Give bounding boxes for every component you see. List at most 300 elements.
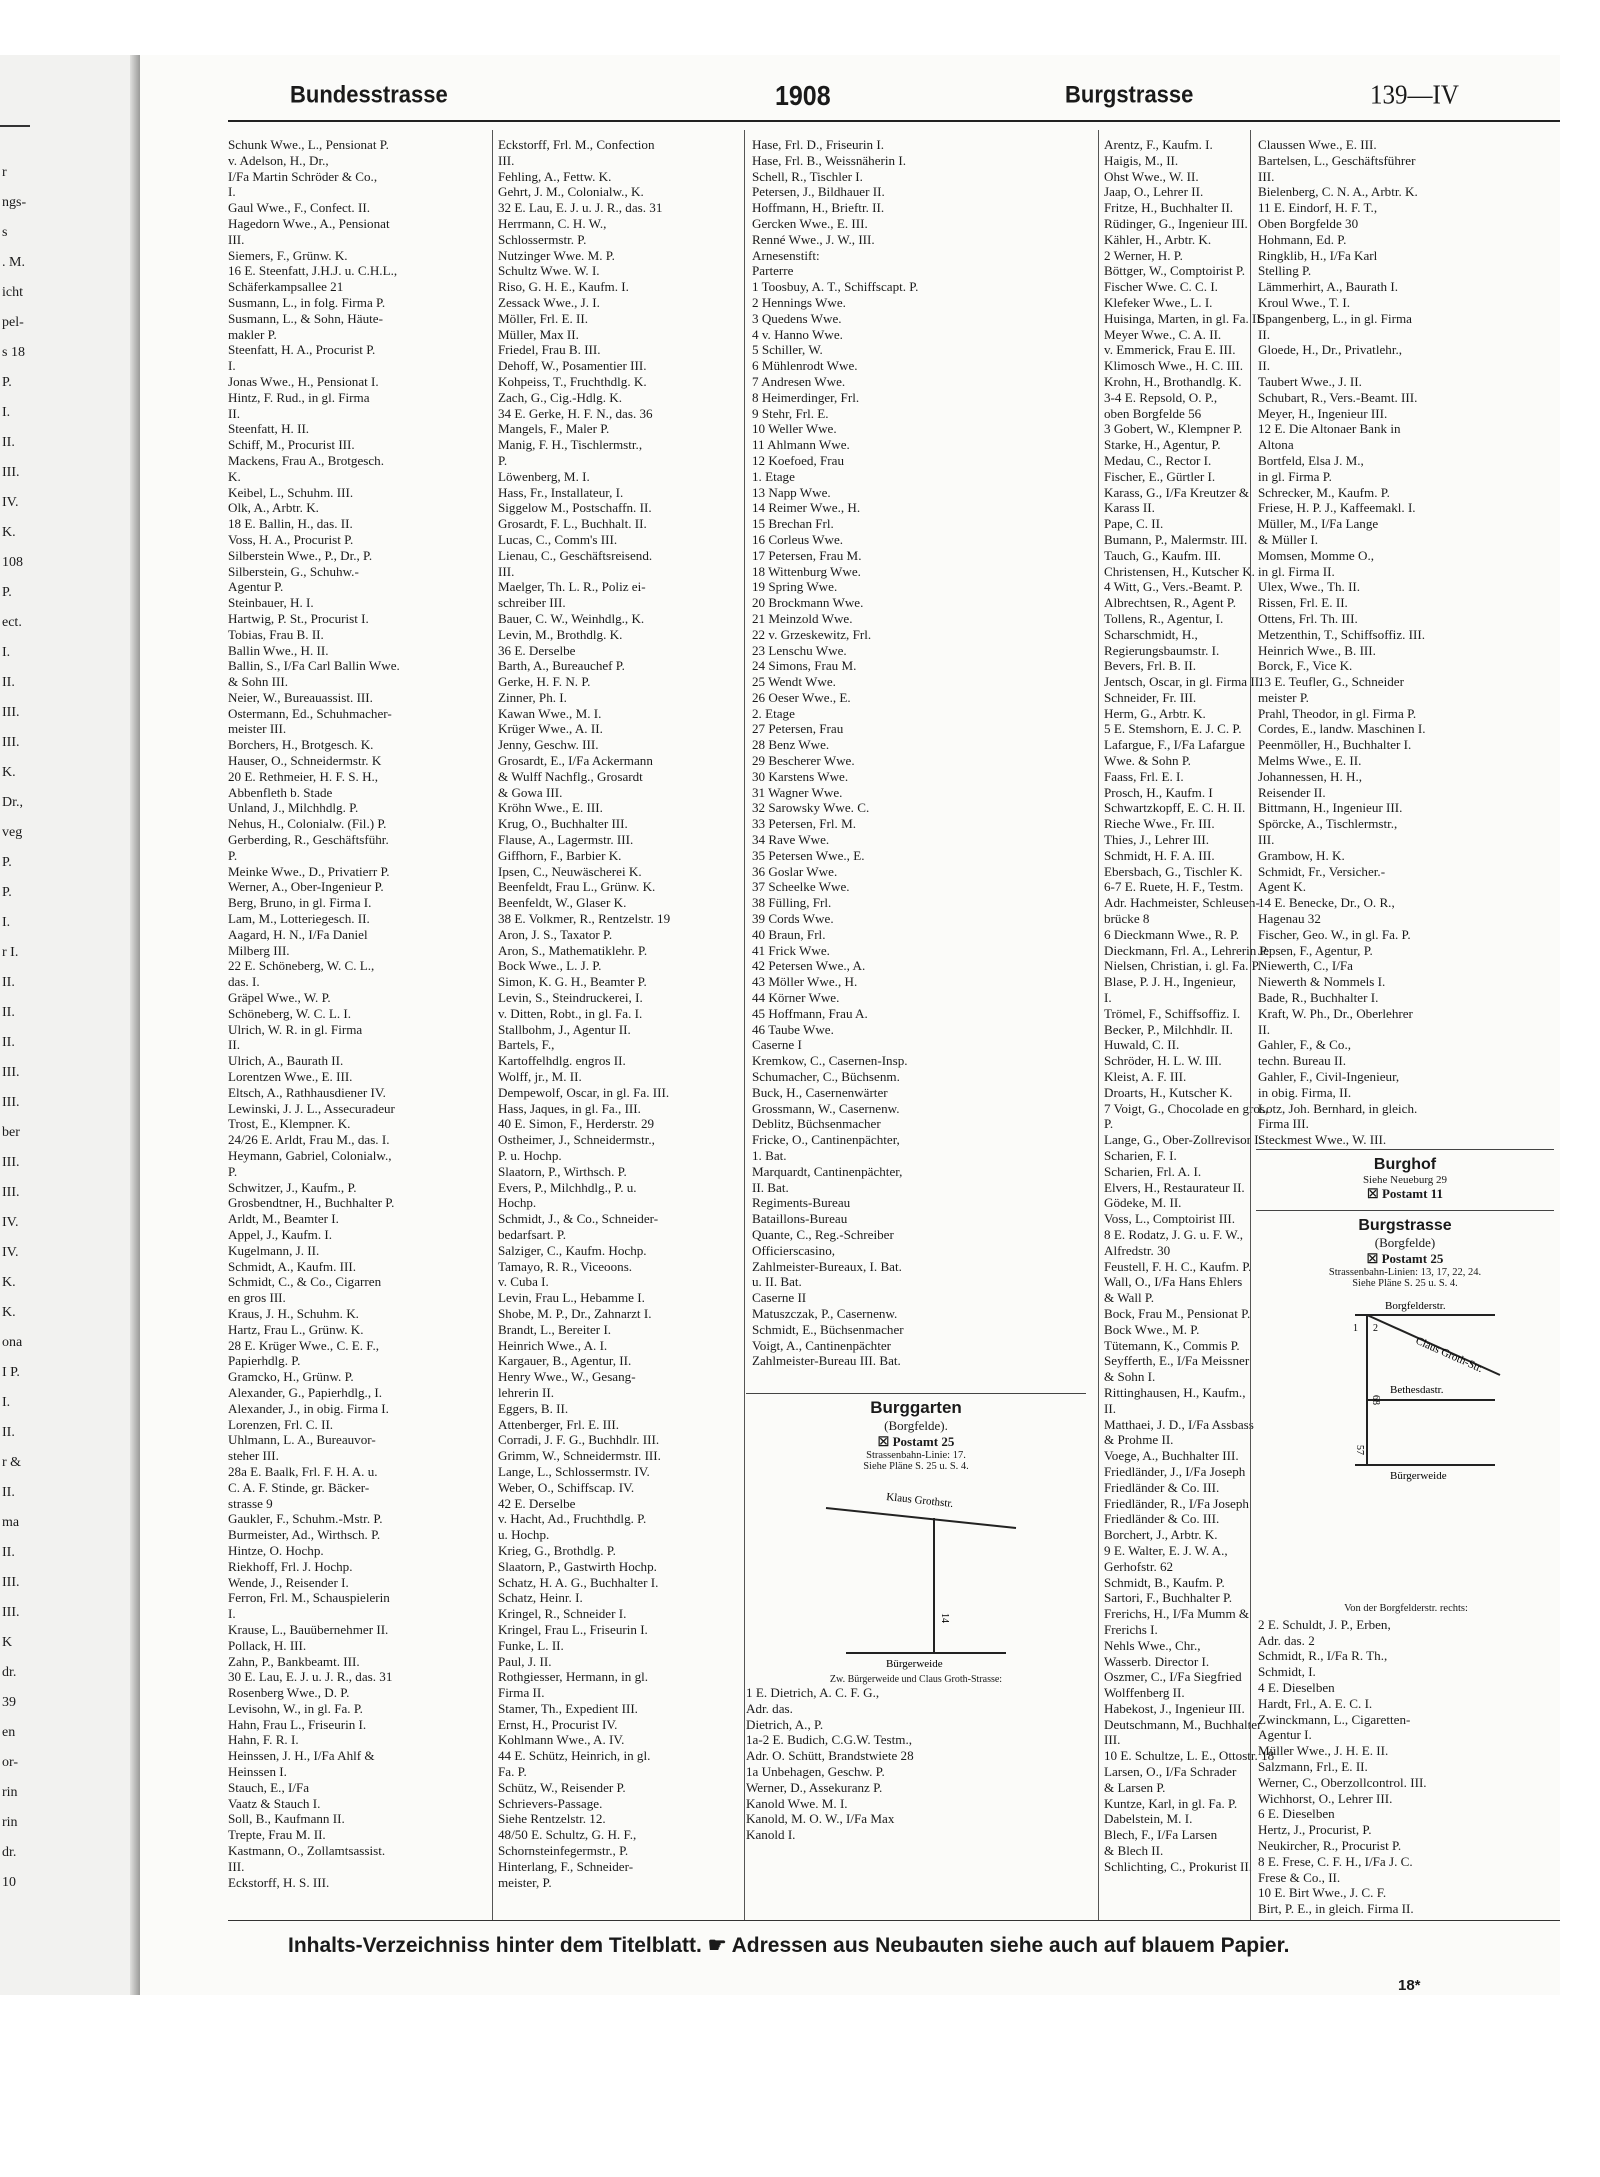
directory-entry: Huwald, C. II. bbox=[1104, 1037, 1180, 1053]
margin-fragment: P. bbox=[2, 885, 12, 900]
margin-fragment: 10 bbox=[2, 1875, 16, 1890]
directory-entry: & Müller I. bbox=[1258, 531, 1319, 547]
directory-entry: Stelling P. bbox=[1258, 263, 1312, 279]
directory-entry: Hartz, Frau L., Grünw. K. bbox=[228, 1321, 364, 1337]
directory-entry: Werner, A., Ober-Ingenieur P. bbox=[228, 879, 384, 895]
directory-entry: Trepte, Frau M. II. bbox=[228, 1827, 326, 1843]
directory-entry: Schöneberg, W. C. L. I. bbox=[228, 1005, 352, 1021]
directory-entry: 36 E. Derselbe bbox=[498, 642, 576, 658]
directory-entry: v. Emmerick, Frau E. III. bbox=[1104, 342, 1236, 358]
directory-entry: Matuszczak, P., Casernenw. bbox=[752, 1305, 898, 1321]
map-label-14: 14 bbox=[939, 1613, 950, 1623]
map-number: 1 bbox=[1353, 1323, 1358, 1334]
directory-entry: v. Cuba I. bbox=[498, 1274, 549, 1290]
directory-entry: Gramcko, H., Grünw. P. bbox=[228, 1369, 354, 1385]
directory-entry: 19 Spring Wwe. bbox=[752, 579, 838, 595]
postamt-label: Postamt 25 bbox=[1381, 1251, 1444, 1266]
burgstrasse-subtitle: (Borgfelde) bbox=[1374, 1235, 1436, 1250]
directory-entry: Tamayo, R. R., Viceoons. bbox=[498, 1258, 633, 1274]
directory-entry: u. Hochp. bbox=[498, 1527, 550, 1543]
directory-entry: 3-4 E. Repsold, O. P., bbox=[1104, 389, 1218, 405]
section-rule bbox=[1256, 1210, 1554, 1211]
directory-entry: Tütemann, K., Commis P. bbox=[1104, 1337, 1240, 1353]
directory-entry: Gaul Wwe., F., Confect. II. bbox=[228, 200, 370, 216]
directory-entry: III. bbox=[1104, 1732, 1121, 1748]
directory-entry: Schell, R., Tischler I. bbox=[752, 168, 863, 184]
directory-entry: Kraus, J. H., Schuhm. K. bbox=[228, 1305, 359, 1321]
directory-entry: 4 E. Dieselben bbox=[1258, 1679, 1335, 1695]
directory-entry: Siemers, F., Grünw. K. bbox=[228, 247, 348, 263]
directory-entry: Silberstein Wwe., P., Dr., P. bbox=[228, 547, 373, 563]
directory-entry: Metzenthin, T., Schiffsoffiz. III. bbox=[1258, 626, 1426, 642]
directory-entry: Schultz Wwe. W. I. bbox=[498, 263, 600, 279]
footer-rule bbox=[228, 1920, 1560, 1921]
directory-entry: Huisinga, Marten, in gl. Fa. II. bbox=[1104, 310, 1265, 326]
directory-entry: Ringklib, H., I/Fa Karl bbox=[1258, 247, 1378, 263]
directory-entry: Sartori, F., Buchhalter P. bbox=[1104, 1590, 1233, 1606]
directory-entry: Müller, Max II. bbox=[498, 326, 579, 342]
directory-entry: Salzmann, Frl., E. II. bbox=[1258, 1758, 1368, 1774]
directory-entry: Tauch, G., Kaufm. III. bbox=[1104, 547, 1221, 563]
directory-entry: Schmidt, B., Kaufm. P. bbox=[1104, 1574, 1225, 1590]
directory-entry: 2. Etage bbox=[752, 705, 795, 721]
directory-entry: Tollens, R., Agentur, I. bbox=[1104, 610, 1224, 626]
directory-entry: 38 E. Volkmer, R., Rentzelstr. 19 bbox=[498, 911, 671, 927]
margin-fragment: IV. bbox=[2, 495, 19, 510]
directory-entry: Grosbendtner, H., Buchhalter P. bbox=[228, 1195, 395, 1211]
directory-entry: Olk, A., Arbtr. K. bbox=[228, 500, 319, 516]
margin-fragment: r & bbox=[2, 1455, 22, 1470]
directory-entry: Hahn, F. R. I. bbox=[228, 1732, 299, 1748]
directory-entry: Hartwig, P. St., Procurist I. bbox=[228, 610, 369, 626]
directory-entry: 12 E. Die Altonaer Bank in bbox=[1258, 421, 1401, 437]
page-number: 18* bbox=[1398, 1977, 1421, 1994]
directory-entry: Gehrt, J. M., Colonialw., K. bbox=[498, 184, 644, 200]
directory-entry: 28 E. Krüger Wwe., C. E. F., bbox=[228, 1337, 380, 1353]
directory-entry: Droarts, H., Kutscher K. bbox=[1104, 1084, 1233, 1100]
directory-entry: 11 E. Eindorf, H. F. T., bbox=[1258, 200, 1378, 216]
directory-entry: bedarfsart. P. bbox=[498, 1226, 566, 1242]
directory-entry: v. Adelson, H., Dr., bbox=[228, 152, 329, 168]
directory-entry: Zach, G., Cig.-Hdlg. K. bbox=[498, 389, 623, 405]
directory-entry: Aagard, H. N., I/Fa Daniel bbox=[228, 926, 368, 942]
directory-entry: Riekhoff, Frl. J. Hochp. bbox=[228, 1558, 353, 1574]
directory-entry: Schatz, H. A. G., Buchhalter I. bbox=[498, 1574, 659, 1590]
directory-entry: Zahlmeister-Bureau III. Bat. bbox=[752, 1353, 901, 1369]
map-label-borgfelder: Borgfelderstr. bbox=[1385, 1300, 1446, 1312]
directory-entry: Petersen, J., Bildhauer II. bbox=[752, 184, 885, 200]
margin-fragment: 39 bbox=[2, 1695, 16, 1710]
directory-entry: Schmidt, Fr., Versicher.- bbox=[1258, 863, 1386, 879]
directory-entry: Schatz, Heinr. I. bbox=[498, 1590, 583, 1606]
directory-entry: Schmidt, J., & Co., Schneider- bbox=[498, 1211, 659, 1227]
directory-entry: 7 Andresen Wwe. bbox=[752, 373, 846, 389]
directory-entry: Flause, A., Lagermstr. III. bbox=[498, 832, 634, 848]
directory-entry: Bevers, Frl. B. II. bbox=[1104, 658, 1197, 674]
directory-entry: II. bbox=[1258, 1021, 1270, 1037]
directory-entry: 42 E. Derselbe bbox=[498, 1495, 576, 1511]
margin-fragment: dr. bbox=[2, 1665, 17, 1680]
directory-entry: Starke, H., Agentur, P. bbox=[1104, 437, 1221, 453]
directory-entry: 37 Scheelke Wwe. bbox=[752, 879, 850, 895]
directory-entry: v. Hacht, Ad., Fruchthdlg. P. bbox=[498, 1511, 647, 1527]
directory-entry: makler P. bbox=[228, 326, 277, 342]
directory-entry: III. bbox=[498, 152, 515, 168]
directory-entry: Rissen, Frl. E. II. bbox=[1258, 595, 1348, 611]
burgstrasse-plaene: Siehe Pläne S. 25 u. S. 4. bbox=[1352, 1278, 1458, 1289]
directory-entry: Steenfatt, H. II. bbox=[228, 421, 310, 437]
directory-entry: Ottens, Frl. Th. III. bbox=[1258, 610, 1358, 626]
directory-entry: Kugelmann, J. II. bbox=[228, 1242, 320, 1258]
directory-entry: Bock Wwe., M. P. bbox=[1104, 1321, 1200, 1337]
directory-entry: Krohn, H., Brothandlg. K. bbox=[1104, 373, 1242, 389]
margin-fragment: 108 bbox=[2, 555, 23, 570]
column-divider bbox=[1098, 130, 1099, 1920]
directory-entry: Ballin, S., I/Fa Carl Ballin Wwe. bbox=[228, 658, 400, 674]
directory-column-3 bbox=[752, 137, 1097, 1387]
margin-fragment: K bbox=[2, 1635, 13, 1650]
directory-entry: Neier, W., Bureauassist. III. bbox=[228, 689, 373, 705]
directory-entry: Prahl, Theodor, in gl. Firma P. bbox=[1258, 705, 1417, 721]
margin-fragment: II. bbox=[2, 1545, 15, 1560]
directory-entry: Lämmerhirt, A., Baurath I. bbox=[1258, 279, 1398, 295]
directory-entry: 40 Braun, Frl. bbox=[752, 926, 826, 942]
directory-entry: Bock, Frau M., Pensionat P. bbox=[1104, 1305, 1251, 1321]
directory-entry: Riso, G. H. E., Kaufm. I. bbox=[498, 279, 629, 295]
directory-entry: 27 Petersen, Frau bbox=[752, 721, 844, 737]
directory-entry: Ipsen, C., Neuwäscherei K. bbox=[498, 863, 642, 879]
directory-entry: Niewerth & Nommels I. bbox=[1258, 974, 1386, 990]
directory-entry: Prosch, H., Kaufm. I bbox=[1104, 784, 1213, 800]
directory-entry: Thies, J., Lehrer III. bbox=[1104, 832, 1210, 848]
directory-entry: 39 Cords Wwe. bbox=[752, 911, 834, 927]
margin-fragment: dr. bbox=[2, 1845, 17, 1860]
directory-entry: Ferron, Frl. M., Schauspielerin bbox=[228, 1590, 390, 1606]
margin-fragment: I P. bbox=[2, 1365, 20, 1380]
directory-entry: Tobias, Frau B. II. bbox=[228, 626, 324, 642]
directory-entry: Klimosch Wwe., H. C. III. bbox=[1104, 358, 1244, 374]
directory-entry: 11 Ahlmann Wwe. bbox=[752, 437, 850, 453]
margin-fragment: K. bbox=[2, 765, 16, 780]
directory-entry: Hintz, F. Rud., in gl. Firma bbox=[228, 389, 370, 405]
directory-entry: Bock Wwe., L. J. P. bbox=[498, 958, 602, 974]
directory-entry: Kringel, Frau L., Friseurin I. bbox=[498, 1621, 648, 1637]
directory-entry: Voigt, A., Cantinenpächter bbox=[752, 1337, 892, 1353]
directory-entry: Werner, D., Assekuranz P. bbox=[746, 1779, 883, 1795]
directory-entry: Schmidt, A., Kaufm. III. bbox=[228, 1258, 357, 1274]
directory-entry: I. bbox=[228, 184, 236, 200]
directory-entry: Krieg, G., Brothdlg. P. bbox=[498, 1542, 616, 1558]
directory-entry: Spangenberg, L., in gl. Firma bbox=[1258, 310, 1412, 326]
directory-entry: Werner, C., Oberzollcontrol. III. bbox=[1258, 1774, 1427, 1790]
directory-entry: 36 Goslar Wwe. bbox=[752, 863, 838, 879]
directory-entry: III. bbox=[1258, 168, 1275, 184]
directory-entry: II. bbox=[228, 405, 240, 421]
directory-entry: Steenfatt, H. A., Procurist P. bbox=[228, 342, 376, 358]
directory-entry: Trost, E., Klempner. K. bbox=[228, 1116, 351, 1132]
directory-entry: Kähler, H., Arbtr. K. bbox=[1104, 231, 1212, 247]
burggarten-street-map bbox=[806, 1478, 1026, 1668]
directory-entry: Gräpel Wwe., W. P. bbox=[228, 990, 331, 1006]
directory-entry: Arldt, M., Beamter I. bbox=[228, 1211, 339, 1227]
burgstrasse-postamt: ☒ Postamt 25 bbox=[1366, 1251, 1444, 1266]
directory-entry: 20 Brockmann Wwe. bbox=[752, 595, 864, 611]
directory-entry: Steckmest Wwe., W. III. bbox=[1258, 1132, 1387, 1148]
directory-entry: in gl. Firma II. bbox=[1258, 563, 1335, 579]
directory-entry: 1a-2 E. Budich, C.G.W. Testm., bbox=[746, 1732, 913, 1748]
directory-entry: Gahler, F., & Co., bbox=[1258, 1037, 1351, 1053]
directory-entry: Hagedorn Wwe., A., Pensionat bbox=[228, 215, 390, 231]
directory-entry: Heinrich Wwe., A. I. bbox=[498, 1337, 608, 1353]
directory-entry: Agent K. bbox=[1258, 879, 1307, 895]
directory-entry: Officierscasino, bbox=[752, 1242, 836, 1258]
directory-entry: Susmann, L., & Sohn, Häute- bbox=[228, 310, 383, 326]
directory-entry: 32 E. Lau, E. J. u. J. R., das. 31 bbox=[498, 200, 663, 216]
directory-entry: 15 Brechan Frl. bbox=[752, 516, 834, 532]
header-page-number: 139—IV bbox=[1370, 80, 1459, 111]
footer-notice: Inhalts-Verzeichniss hinter dem Titelblatt. ☛ Adressen aus Neubauten siehe auch auf blauem Papier. bbox=[288, 1934, 1290, 1957]
directory-entry: Meinke Wwe., D., Privatierr P. bbox=[228, 863, 390, 879]
margin-fragment: ona bbox=[2, 1335, 23, 1350]
directory-entry: Ostheimer, J., Schneidermstr., bbox=[498, 1132, 655, 1148]
directory-entry: K. bbox=[228, 468, 241, 484]
directory-entry: I. bbox=[1104, 990, 1112, 1006]
directory-entry: 6 Dieckmann Wwe., R. P. bbox=[1104, 926, 1240, 942]
directory-entry: Karass II. bbox=[1104, 500, 1155, 516]
margin-fragment: II. bbox=[2, 1425, 15, 1440]
directory-entry: 4 v. Hanno Wwe. bbox=[752, 326, 843, 342]
directory-entry: Mackens, Frau A., Brotgesch. bbox=[228, 452, 385, 468]
directory-entry: I/Fa Martin Schröder & Co., bbox=[228, 168, 378, 184]
directory-entry: III. bbox=[498, 563, 515, 579]
margin-fragment: rin bbox=[2, 1785, 18, 1800]
directory-entry: Momsen, Momme O., bbox=[1258, 547, 1375, 563]
directory-entry: Quante, C., Reg.-Schreiber bbox=[752, 1226, 894, 1242]
margin-fragment: ect. bbox=[2, 615, 22, 630]
directory-entry: Adr. das. 2 bbox=[1258, 1632, 1315, 1648]
directory-entry: Milberg III. bbox=[228, 942, 290, 958]
margin-fragment: III. bbox=[2, 1605, 20, 1620]
margin-fragment: K. bbox=[2, 1305, 16, 1320]
directory-entry: Vaatz & Stauch I. bbox=[228, 1795, 321, 1811]
directory-entry: Dietrich, A., P. bbox=[746, 1716, 824, 1732]
burgstrasse-entries bbox=[1258, 1601, 1554, 1916]
directory-entry: Henry Wwe., W., Gesang- bbox=[498, 1369, 636, 1385]
directory-entry: Stauch, E., I/Fa bbox=[228, 1779, 310, 1795]
directory-entry: Faass, Frl. E. I. bbox=[1104, 768, 1184, 784]
directory-entry: 29 Bescherer Wwe. bbox=[752, 753, 855, 769]
directory-entry: Wolffenberg II. bbox=[1104, 1685, 1185, 1701]
margin-fragment: III. bbox=[2, 1095, 20, 1110]
directory-entry: lehrerin II. bbox=[498, 1384, 554, 1400]
directory-entry: P. u. Hochp. bbox=[498, 1148, 562, 1163]
margin-fragment: I. bbox=[2, 1395, 11, 1410]
directory-entry: Möller, Frl. E. II. bbox=[498, 310, 589, 326]
directory-column-2 bbox=[498, 137, 743, 1917]
margin-fragment: III. bbox=[2, 1155, 20, 1170]
directory-entry: Dempewolf, Oscar, in gl. Fa. III. bbox=[498, 1084, 670, 1100]
directory-entry: Grossmann, W., Casernenw. bbox=[752, 1100, 900, 1116]
directory-entry: 46 Taube Wwe. bbox=[752, 1021, 834, 1037]
directory-entry: Siggelow M., Postschaffn. II. bbox=[498, 500, 652, 516]
directory-entry: Seyfferth, E., I/Fa Meissner bbox=[1104, 1353, 1250, 1369]
directory-entry: Wichhorst, O., Lehrer III. bbox=[1258, 1790, 1393, 1806]
directory-entry: P. bbox=[228, 847, 238, 863]
directory-entry: Schmidt, H. F. A. III. bbox=[1104, 847, 1215, 863]
directory-entry: 28 Benz Wwe. bbox=[752, 737, 830, 753]
directory-entry: Weber, O., Schiffscap. IV. bbox=[498, 1479, 635, 1495]
directory-entry: Frerichs, H., I/Fa Mumm & bbox=[1104, 1606, 1250, 1622]
margin-fragment: II. bbox=[2, 1005, 15, 1020]
directory-entry: Habekost, J., Ingenieur III. bbox=[1104, 1700, 1245, 1716]
directory-entry: Fischer, Geo. W., in gl. Fa. P. bbox=[1258, 926, 1411, 942]
directory-entry: & Sohn I. bbox=[1104, 1369, 1156, 1385]
directory-entry: Borchers, H., Brotgesch. K. bbox=[228, 737, 374, 753]
directory-entry: Regierungsbaumstr. I. bbox=[1104, 642, 1220, 658]
directory-entry: Eggers, B. II. bbox=[498, 1400, 569, 1416]
directory-entry: Hohmann, Ed. P. bbox=[1258, 231, 1347, 247]
margin-fragment: I. bbox=[2, 405, 11, 420]
directory-entry: 3 Quedens Wwe. bbox=[752, 310, 842, 326]
burgstrasse-strassenbahn: Strassenbahn-Linien: 13, 17, 22, 24. bbox=[1328, 1267, 1482, 1278]
directory-entry: Dabelstein, M. I. bbox=[1104, 1811, 1193, 1827]
directory-entry: Adr. O. Schütt, Brandstwiete 28 bbox=[746, 1748, 914, 1764]
directory-entry: Borck, F., Vice K. bbox=[1258, 658, 1353, 674]
directory-entry: Blech, F., I/Fa Larsen bbox=[1104, 1827, 1218, 1843]
directory-entry: Friedländer, J., I/Fa Joseph bbox=[1104, 1463, 1246, 1479]
burghof-section bbox=[1256, 1149, 1554, 1589]
directory-entry: Schlichting, C., Prokurist II. bbox=[1104, 1858, 1253, 1874]
directory-entry: Buck, H., Casernenwärter bbox=[752, 1084, 888, 1100]
map-label-bethesda: Bethesdastr. bbox=[1390, 1384, 1444, 1396]
page-margin bbox=[1560, 55, 1600, 1995]
directory-entry: III. bbox=[228, 1858, 245, 1874]
directory-entry: Jepsen, F., Agentur, P. bbox=[1258, 942, 1373, 958]
directory-entry: Larsen, O., I/Fa Schrader bbox=[1104, 1764, 1237, 1780]
directory-entry: Lewinski, J. J. L., Assecuradeur bbox=[228, 1100, 395, 1116]
directory-entry: Friese, H. P. J., Kaffeemakl. I. bbox=[1258, 500, 1416, 516]
directory-entry: Alexander, J., in obig. Firma I. bbox=[228, 1400, 389, 1416]
directory-entry: Gaukler, F., Schuhm.-Mstr. P. bbox=[228, 1511, 383, 1527]
directory-entry: 41 Frick Wwe. bbox=[752, 942, 830, 958]
margin-fragment: IV. bbox=[2, 1245, 19, 1260]
directory-entry: Kastmann, O., Zollamtsassist. bbox=[228, 1843, 386, 1859]
directory-entry: Attenberger, Frl. E. III. bbox=[498, 1416, 620, 1432]
directory-entry: Levisohn, W., in gl. Fa. P. bbox=[228, 1700, 363, 1716]
directory-entry: Wende, J., Reisender I. bbox=[228, 1574, 349, 1590]
directory-entry: & Gowa III. bbox=[498, 784, 563, 800]
directory-entry: 1. Bat. bbox=[752, 1148, 787, 1163]
directory-entry: Voege, A., Buchhalter III. bbox=[1104, 1448, 1239, 1464]
directory-entry: I. bbox=[228, 358, 236, 374]
directory-entry: Lam, M., Lotteriegesch. II. bbox=[228, 911, 370, 927]
margin-fragment: pel- bbox=[2, 315, 24, 330]
directory-entry: Unland, J., Milchhdlg. P. bbox=[228, 800, 359, 816]
directory-entry: Gerke, H. F. N. P. bbox=[498, 674, 591, 690]
margin-fragment: III. bbox=[2, 1065, 20, 1080]
directory-entry: P. bbox=[228, 1163, 238, 1179]
directory-entry: Bataillons-Bureau bbox=[752, 1211, 848, 1227]
directory-entry: Friedel, Frau B. III. bbox=[498, 342, 601, 358]
directory-entry: Blase, P. J. H., Ingenieur, bbox=[1104, 974, 1236, 990]
directory-entry: Peenmöller, H., Buchhalter I. bbox=[1258, 737, 1412, 753]
directory-entry: Maelger, Th. L. R., Poliz ei- bbox=[498, 579, 646, 595]
directory-entry: Nielsen, Christian, i. gl. Fa. P. bbox=[1104, 958, 1261, 974]
directory-entry: Ernst, H., Procurist IV. bbox=[498, 1716, 618, 1732]
margin-fragment: veg bbox=[2, 825, 23, 840]
directory-entry: Papierhdlg. P. bbox=[228, 1353, 301, 1369]
margin-fragment: II. bbox=[2, 675, 15, 690]
directory-entry: Bauer, C. W., Weinhdlg., K. bbox=[498, 610, 645, 626]
directory-entry: Claussen Wwe., E. III. bbox=[1258, 137, 1377, 152]
directory-entry: Appel, J., Kaufm. I. bbox=[228, 1226, 333, 1242]
section-rule bbox=[746, 1393, 1086, 1394]
directory-entry: Adr. Hachmeister, Schleusen- bbox=[1104, 895, 1260, 911]
directory-entry: 9 E. Walter, E. J. W. A., bbox=[1104, 1542, 1228, 1558]
directory-entry: Jentsch, Oscar, in gl. Firma II. bbox=[1104, 674, 1263, 690]
directory-entry: Voss, H. A., Procurist P. bbox=[228, 531, 354, 547]
directory-entry: 22 v. Grzeskewitz, Frl. bbox=[752, 626, 872, 642]
directory-entry: Wasserb. Director I. bbox=[1104, 1653, 1210, 1669]
directory-entry: Becker, P., Milchhdlr. II. bbox=[1104, 1021, 1233, 1037]
directory-entry: Bartelsen, L., Geschäftsführer bbox=[1258, 152, 1416, 168]
directory-entry: 25 Wendt Wwe. bbox=[752, 674, 836, 690]
directory-entry: Friedländer, R., I/Fa Joseph bbox=[1104, 1495, 1249, 1511]
directory-entry: Hagenau 32 bbox=[1258, 911, 1321, 927]
directory-entry: Lucas, C., Comm's III. bbox=[498, 531, 618, 547]
directory-entry: Levin, M., Brothdlg. K. bbox=[498, 626, 623, 642]
directory-entry: Schunk Wwe., L., Pensionat P. bbox=[228, 137, 389, 152]
directory-entry: Friedländer & Co. III. bbox=[1104, 1511, 1220, 1527]
directory-entry: Medau, C., Rector I. bbox=[1104, 452, 1212, 468]
directory-entry: Siehe Rentzelstr. 12. bbox=[498, 1811, 606, 1827]
directory-entry: Löwenberg, M. I. bbox=[498, 468, 590, 484]
directory-entry: 8 E. Frese, C. F. H., I/Fa J. C. bbox=[1258, 1853, 1413, 1869]
margin-fragment: K. bbox=[2, 1275, 16, 1290]
directory-entry: Ebersbach, G., Tischler K. bbox=[1104, 863, 1243, 879]
directory-entry: Lange, G., Ober-Zollrevisor I. bbox=[1104, 1132, 1262, 1148]
directory-entry: 44 Körner Wwe. bbox=[752, 990, 840, 1006]
directory-entry: Frerichs I. bbox=[1104, 1621, 1158, 1637]
directory-entry: Schrecker, M., Kaufm. P. bbox=[1258, 484, 1390, 500]
directory-entry: 1 Toosbuy, A. T., Schiffscapt. P. bbox=[752, 279, 919, 295]
directory-entry: Simon, K. G. H., Beamter P. bbox=[498, 974, 647, 990]
directory-entry: 33 Petersen, Frl. M. bbox=[752, 816, 857, 832]
directory-entry: Christensen, H., Kutscher K. bbox=[1104, 563, 1255, 579]
directory-entry: & Blech II. bbox=[1104, 1843, 1164, 1859]
directory-entry: Eckstorff, H. S. III. bbox=[228, 1874, 330, 1890]
directory-entry: Meyer Wwe., C. A. II. bbox=[1104, 326, 1222, 342]
directory-entry: Hertz, J., Procurist, P. bbox=[1258, 1822, 1372, 1838]
directory-entry: Böttger, W., Comptoirist P. bbox=[1104, 263, 1245, 279]
margin-fragment: III. bbox=[2, 465, 20, 480]
directory-entry: Schmidt, I. bbox=[1258, 1664, 1316, 1680]
directory-entry: Gercken Wwe., E. III. bbox=[752, 215, 868, 231]
margin-fragment: III. bbox=[2, 1575, 20, 1590]
directory-entry: Lienau, C., Geschäftsreisend. bbox=[498, 547, 653, 563]
directory-entry: Schmidt, C., & Co., Cigarren bbox=[228, 1274, 382, 1290]
directory-entry: Ostermann, Ed., Schuhmacher- bbox=[228, 705, 392, 721]
directory-entry: 13 Napp Wwe. bbox=[752, 484, 831, 500]
directory-entry: 28a E. Baalk, Frl. F. H. A. u. bbox=[228, 1463, 378, 1479]
directory-entry: en gros III. bbox=[228, 1290, 286, 1306]
map-street-line bbox=[826, 1508, 1016, 1528]
directory-entry: Neukircher, R., Procurist P. bbox=[1258, 1837, 1402, 1853]
directory-entry: Firma III. bbox=[1258, 1116, 1309, 1132]
directory-entry: 26 Oeser Wwe., E. bbox=[752, 689, 851, 705]
directory-entry: 5 Schiller, W. bbox=[752, 342, 823, 358]
directory-entry: Schäferkampsallee 21 bbox=[228, 279, 344, 295]
